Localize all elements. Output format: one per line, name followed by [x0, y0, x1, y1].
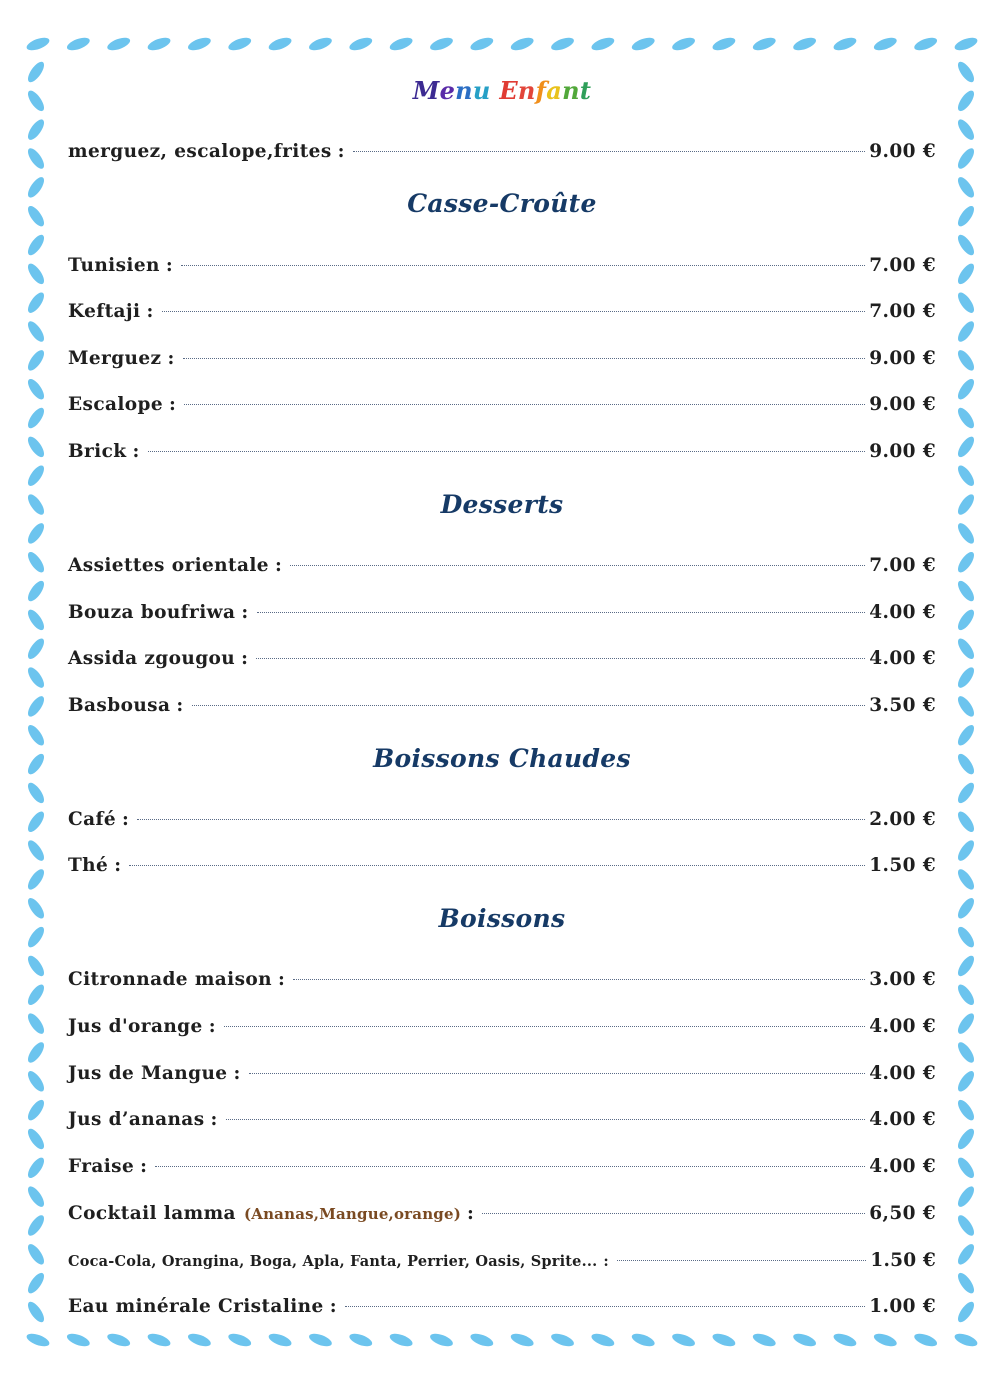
border-leaf — [955, 319, 977, 344]
item-colon: : — [467, 1203, 475, 1224]
border-leaf — [25, 1242, 47, 1267]
border-leaf — [955, 607, 977, 632]
border-leaf — [388, 35, 414, 53]
border-leaf — [955, 665, 977, 690]
title-letter: f — [535, 76, 547, 105]
border-leaf — [25, 1184, 47, 1209]
border-leaf — [955, 838, 977, 863]
item-note: (Ananas,Mangue,orange) — [243, 1205, 462, 1223]
item-price: 7.00 € — [869, 301, 936, 322]
dot-leader — [353, 151, 865, 152]
border-leaf — [955, 146, 977, 171]
item-price: 4.00 € — [869, 648, 936, 669]
menu-item-row — [68, 348, 936, 374]
item-colon: : — [122, 809, 130, 830]
border-leaf — [428, 35, 454, 53]
dot-leader — [224, 1026, 865, 1027]
item-price: 1.50 € — [870, 1250, 936, 1271]
border-leaf — [590, 1331, 616, 1349]
border-leaf — [913, 35, 939, 53]
title-letter: e — [439, 76, 456, 105]
dot-leader — [257, 612, 866, 613]
border-leaf — [25, 1040, 47, 1065]
border-leaf — [428, 1331, 454, 1349]
item-name: Assiettes orientale — [68, 555, 269, 576]
border-leaf — [25, 232, 47, 257]
border-leaf — [348, 35, 374, 53]
border-leaf — [469, 35, 495, 53]
border-leaf — [267, 1331, 293, 1349]
border-leaf — [25, 809, 47, 834]
dot-leader — [249, 1073, 866, 1074]
border-leaf — [630, 35, 656, 53]
border-leaf — [25, 348, 47, 373]
item-colon: : — [132, 441, 140, 462]
border-leaf — [955, 377, 977, 402]
item-colon: : — [146, 301, 154, 322]
border-leaf — [955, 405, 977, 430]
menu-item-row — [68, 1250, 936, 1276]
item-price: 4.00 € — [869, 1016, 936, 1037]
item-colon: : — [337, 141, 345, 162]
menu-item-row — [68, 141, 936, 167]
item-name: Escalope — [68, 394, 164, 415]
item-colon: : — [208, 1016, 216, 1037]
border-leaf — [955, 290, 977, 315]
item-colon: : — [241, 648, 249, 669]
item-price: 4.00 € — [869, 1109, 936, 1130]
item-colon: : — [278, 969, 286, 990]
border-leaf — [146, 35, 172, 53]
border-leaf — [955, 694, 977, 719]
border-leaf — [955, 1011, 977, 1036]
border-leaf — [509, 35, 535, 53]
border-leaf — [25, 521, 47, 546]
menu-item-row — [68, 1203, 936, 1229]
item-price: 3.50 € — [869, 695, 936, 716]
item-colon: : — [233, 1063, 241, 1084]
menu-item-row — [68, 555, 936, 581]
dot-leader — [345, 1306, 865, 1307]
item-name: merguez, escalope,frites — [68, 141, 332, 162]
item-price: 7.00 € — [869, 555, 936, 576]
item-name: Coca-Cola, Orangina, Boga, Apla, Fanta, Perrier, Oasis, Sprite... — [68, 1253, 598, 1270]
dot-leader — [155, 1166, 865, 1167]
border-leaf — [106, 1331, 132, 1349]
border-leaf — [25, 1069, 47, 1094]
item-price: 9.00 € — [869, 441, 936, 462]
item-name: Eau minérale Cristaline — [68, 1296, 324, 1317]
dot-leader — [256, 658, 865, 659]
item-name: Brick — [68, 441, 127, 462]
item-price: 7.00 € — [869, 255, 936, 276]
menu-item-row — [68, 441, 936, 467]
title-letter: n — [562, 76, 580, 105]
border-leaf — [955, 550, 977, 575]
border-leaf — [25, 434, 47, 459]
menu-item-row — [68, 855, 936, 881]
item-colon: : — [274, 555, 283, 576]
border-leaf — [25, 261, 47, 286]
border-leaf — [25, 1331, 51, 1349]
item-name: Bouza boufriwa — [68, 602, 236, 623]
border-leaf — [509, 1331, 535, 1349]
border-leaf — [348, 1331, 374, 1349]
border-leaf — [955, 953, 977, 978]
border-leaf — [307, 1331, 333, 1349]
title-letter: E — [499, 76, 518, 105]
title-letter: u — [472, 76, 491, 105]
border-leaf — [955, 348, 977, 373]
border-leaf — [25, 290, 47, 315]
border-leaf — [955, 261, 977, 286]
border-leaf — [671, 1331, 697, 1349]
border-leaf — [25, 1270, 47, 1295]
menu-item-row — [68, 602, 936, 628]
border-leaf — [955, 1155, 977, 1180]
item-colon: : — [241, 602, 249, 623]
menu-item-row — [68, 1156, 936, 1182]
border-leaf — [25, 35, 51, 53]
border-leaf — [955, 867, 977, 892]
menu-item-row — [68, 394, 936, 420]
border-leaf — [913, 1331, 939, 1349]
dot-leader — [137, 819, 865, 820]
border-leaf — [955, 1040, 977, 1065]
item-price: 4.00 € — [869, 602, 936, 623]
menu-item-row — [68, 648, 936, 674]
dot-leader — [148, 451, 865, 452]
dot-leader — [192, 705, 866, 706]
border-leaf — [469, 1331, 495, 1349]
item-name: Merguez — [68, 348, 162, 369]
item-name: Jus d’ananas — [68, 1109, 205, 1130]
border-leaf — [146, 1331, 172, 1349]
border-leaf — [25, 463, 47, 488]
border-leaf — [25, 982, 47, 1007]
border-leaf — [25, 1097, 47, 1122]
menu-item-row — [68, 969, 936, 995]
border-leaf — [955, 636, 977, 661]
border-leaf — [550, 35, 576, 53]
border-leaf — [955, 1184, 977, 1209]
border-leaf — [955, 1213, 977, 1238]
item-colon: : — [176, 695, 184, 716]
menu-item-row — [68, 695, 936, 721]
border-leaf — [227, 1331, 253, 1349]
dot-leader — [617, 1260, 867, 1261]
border-leaf — [186, 1331, 212, 1349]
item-name: Keftaji — [68, 301, 141, 322]
border-leaf — [751, 35, 777, 53]
item-colon: : — [210, 1109, 218, 1130]
item-name: Tunisien — [68, 255, 160, 276]
border-leaf — [955, 1299, 977, 1324]
item-name: Thé — [68, 855, 109, 876]
border-leaf — [25, 578, 47, 603]
dot-leader — [226, 1119, 865, 1120]
item-price: 4.00 € — [869, 1063, 936, 1084]
border-leaf — [186, 35, 212, 53]
item-name: Jus d'orange — [68, 1016, 203, 1037]
menu-item-row — [68, 301, 936, 327]
item-name: Fraise — [68, 1156, 135, 1177]
dot-leader — [183, 358, 866, 359]
border-leaf — [955, 232, 977, 257]
border-leaf — [955, 1126, 977, 1151]
border-leaf — [955, 1270, 977, 1295]
border-leaf — [25, 1213, 47, 1238]
border-leaf — [65, 35, 91, 53]
menu-item-row — [68, 1016, 936, 1042]
menu-item-row — [68, 809, 936, 835]
border-leaf — [25, 953, 47, 978]
border-leaf — [953, 1331, 979, 1349]
section-title-casse-croute: Casse-Croûte — [407, 189, 597, 218]
border-leaf — [955, 780, 977, 805]
section-title-boissons: Boissons — [438, 904, 566, 933]
border-leaf — [671, 35, 697, 53]
border-leaf — [955, 578, 977, 603]
border-leaf — [25, 319, 47, 344]
section-title-boissons-chaudes: Boissons Chaudes — [373, 744, 631, 773]
dot-leader — [290, 565, 865, 566]
border-leaf — [25, 1299, 47, 1324]
border-leaf — [630, 1331, 656, 1349]
title-letter: M — [412, 76, 440, 105]
title-letter: n — [455, 76, 473, 105]
border-leaf — [25, 377, 47, 402]
border-leaf — [25, 117, 47, 142]
section-title-desserts: Desserts — [440, 490, 564, 519]
border-leaf — [751, 1331, 777, 1349]
border-leaf — [550, 1331, 576, 1349]
border-leaf — [953, 35, 979, 53]
border-leaf — [711, 1331, 737, 1349]
item-colon: : — [114, 855, 122, 876]
menu-item-row — [68, 255, 936, 281]
item-name: Assida zgougou — [68, 648, 236, 669]
border-leaf — [25, 1155, 47, 1180]
item-price: 9.00 € — [869, 394, 936, 415]
dot-leader — [293, 979, 865, 980]
border-leaf — [25, 867, 47, 892]
item-price: 6,50 € — [869, 1203, 936, 1224]
border-leaf — [25, 550, 47, 575]
item-price: 3.00 € — [869, 969, 936, 990]
border-leaf — [955, 1069, 977, 1094]
border-leaf — [25, 838, 47, 863]
dot-leader — [482, 1213, 865, 1214]
section-title-menu-enfant — [0, 76, 1004, 105]
border-leaf — [307, 35, 333, 53]
border-leaf — [955, 463, 977, 488]
border-leaf — [25, 665, 47, 690]
title-letter: t — [579, 76, 592, 105]
border-leaf — [25, 780, 47, 805]
border-leaf — [25, 405, 47, 430]
dot-leader — [162, 311, 866, 312]
item-price: 9.00 € — [869, 348, 936, 369]
menu-item-row — [68, 1296, 936, 1322]
item-name: Jus de Mangue — [68, 1063, 228, 1084]
item-price: 4.00 € — [869, 1156, 936, 1177]
item-name: Cocktail lamma — [68, 1203, 236, 1224]
item-price: 1.50 € — [869, 855, 936, 876]
border-leaf — [955, 1097, 977, 1122]
border-leaf — [832, 1331, 858, 1349]
menu-item-row — [68, 1063, 936, 1089]
border-leaf — [25, 1011, 47, 1036]
border-leaf — [106, 35, 132, 53]
item-colon: : — [140, 1156, 148, 1177]
border-leaf — [792, 1331, 818, 1349]
item-colon: : — [329, 1296, 337, 1317]
border-leaf — [25, 694, 47, 719]
border-leaf — [590, 35, 616, 53]
item-name: Citronnade maison — [68, 969, 273, 990]
border-leaf — [872, 1331, 898, 1349]
border-leaf — [955, 809, 977, 834]
item-name: Café — [68, 809, 117, 830]
border-leaf — [955, 521, 977, 546]
item-colon: : — [165, 255, 174, 276]
border-leaf — [711, 35, 737, 53]
border-leaf — [872, 35, 898, 53]
dot-leader — [184, 404, 865, 405]
title-letter: a — [546, 76, 563, 105]
border-leaf — [955, 117, 977, 142]
dot-leader — [181, 265, 865, 266]
dot-leader — [129, 865, 865, 866]
item-price: 9.00 € — [869, 141, 936, 162]
border-leaf — [65, 1331, 91, 1349]
title-letter: n — [517, 76, 536, 105]
menu-item-row — [68, 1109, 936, 1135]
border-leaf — [832, 35, 858, 53]
border-leaf — [25, 1126, 47, 1151]
border-leaf — [25, 607, 47, 632]
border-leaf — [955, 434, 977, 459]
border-leaf — [955, 1242, 977, 1267]
item-colon: : — [169, 394, 177, 415]
item-colon: : — [167, 348, 175, 369]
item-price: 2.00 € — [869, 809, 936, 830]
item-colon: : — [603, 1253, 609, 1270]
border-leaf — [267, 35, 293, 53]
border-leaf — [25, 636, 47, 661]
border-leaf — [955, 982, 977, 1007]
border-leaf — [792, 35, 818, 53]
item-price: 1.00 € — [869, 1296, 936, 1317]
border-leaf — [25, 146, 47, 171]
border-leaf — [388, 1331, 414, 1349]
title-letter — [491, 76, 500, 105]
item-name: Basbousa — [68, 695, 171, 716]
border-leaf — [227, 35, 253, 53]
